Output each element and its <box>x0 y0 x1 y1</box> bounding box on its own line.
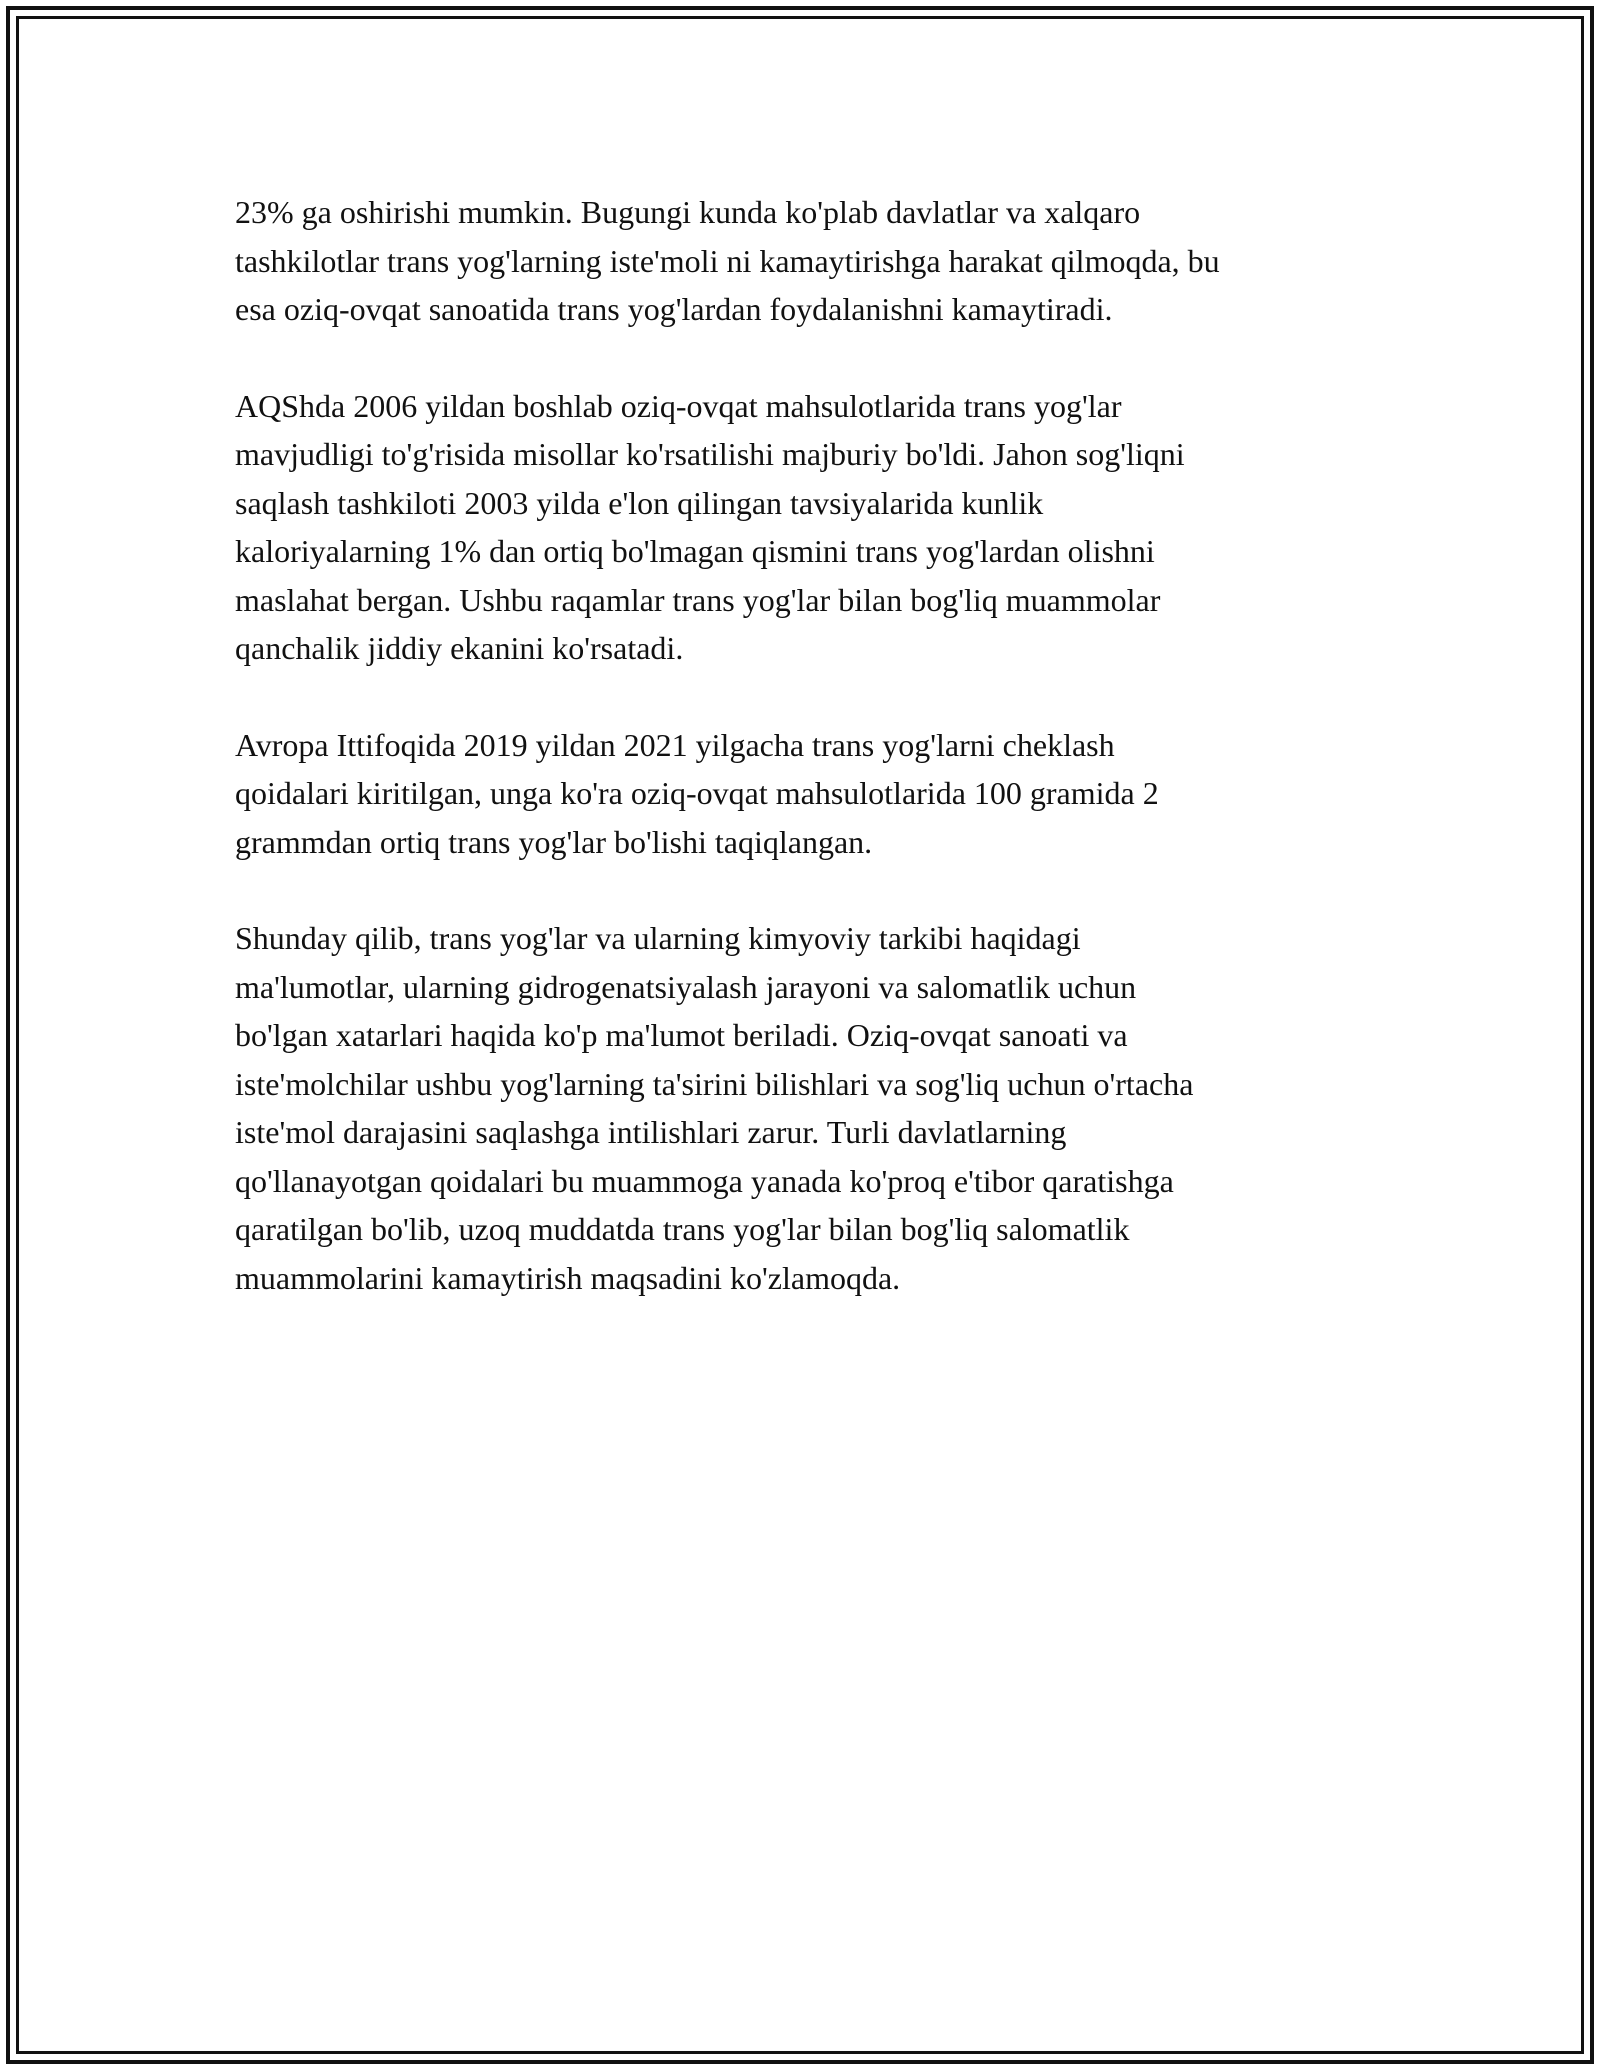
paragraph-2: AQShda 2006 yildan boshlab oziq-ovqat mahsulotlarida trans yog'lar mavjudligi to'g'risida misollar ko'rsatilishi majburiy bo'ldi. Jahon sog'liqni saqlash tashkiloti 2003 yilda e'lon qilingan tavsiyalarida kunlik kaloriyalarning 1% dan ortiq bo'lmagan qismini trans yog'lardan olishni maslahat bergan. Ushbu raqamlar trans yog'lar bilan bog'liq muammolar qanchalik jiddiy ekanini ko'rsatadi. <box>235 387 1185 666</box>
document-body <box>235 188 1385 1350</box>
paragraph-4: Shunday qilib, trans yog'lar va ularning kimyoviy tarkibi haqidagi ma'lumotlar, ularning gidrogenatsiyalash jarayoni va salomatlik uchun bo'lgan xatarlari haqida ko'p ma'lumot beriladi. Oziq-ovqat sanoati va iste'molchilar ushbu yog'larning ta'sirini bilishlari va sog'liq uchun o'rtacha iste'mol darajasini saqlashga intilishlari zarur. Turli davlatlarning qo'llanayotgan qoidalari bu muammoga yanada ko'proq e'tibor qaratishga qaratilgan bo'lib, uzoq muddatda trans yog'lar bilan bog'liq salomatlik muammolarini kamaytirish maqsadini ko'zlamoqda. <box>235 920 1194 1296</box>
paragraph-1: 23% ga oshirishi mumkin. Bugungi kunda ko'plab davlatlar va xalqaro tashkilotlar trans yog'larning iste'moli ni kamaytirishga harakat qilmoqda, bu esa oziq-ovqat sanoatida trans yog'lardan foydalanishni kamaytiradi. <box>235 194 1220 327</box>
paragraph-3: Avropa Ittifoqida 2019 yildan 2021 yilgacha trans yog'larni cheklash qoidalari kiritilgan, unga ko'ra oziq-ovqat mahsulotlarida 100 gramida 2 grammdan ortiq trans yog'lar bo'lishi taqiqlangan. <box>235 726 1159 860</box>
